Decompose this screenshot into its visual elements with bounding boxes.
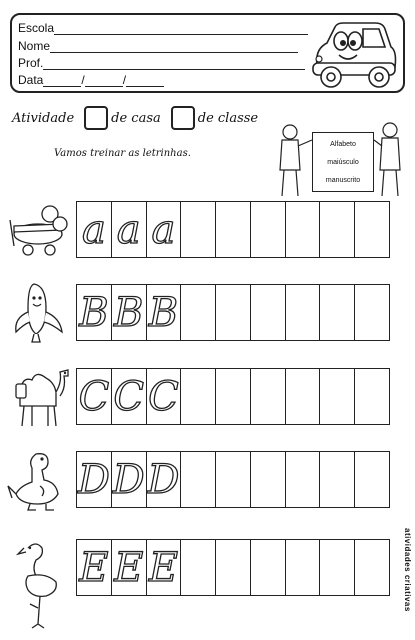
trace-letter: C — [148, 373, 179, 420]
trace-cell[interactable] — [147, 285, 182, 340]
write-cell[interactable] — [181, 285, 216, 340]
write-cell[interactable] — [320, 369, 355, 424]
write-cell[interactable] — [251, 452, 286, 507]
write-cell[interactable] — [181, 540, 216, 595]
write-cell[interactable] — [216, 202, 251, 257]
trace-cell[interactable] — [112, 202, 147, 257]
write-cell[interactable] — [320, 202, 355, 257]
car-icon — [307, 19, 399, 91]
write-cell[interactable] — [355, 202, 389, 257]
write-cell[interactable] — [216, 540, 251, 595]
write-cell[interactable] — [286, 202, 321, 257]
watermark — [399, 528, 413, 628]
dinosaur-icon — [6, 446, 70, 512]
trace-letter: D — [112, 456, 145, 503]
trace-cell[interactable] — [77, 369, 112, 424]
name-label: Nome — [18, 39, 51, 53]
instruction-text: Vamos treinar as letrinhas. — [54, 148, 191, 159]
row-c-grid — [76, 368, 390, 425]
trace-letter: a — [116, 206, 141, 253]
row-b-grid — [76, 284, 390, 341]
write-cell[interactable] — [286, 285, 321, 340]
row-d-grid — [76, 451, 390, 508]
trace-cell[interactable] — [77, 285, 112, 340]
trace-letter: E — [79, 544, 109, 591]
airplane-icon — [6, 196, 70, 262]
school-line[interactable] — [54, 23, 308, 35]
write-cell[interactable] — [286, 540, 321, 595]
camel-icon — [6, 362, 70, 428]
trace-cell[interactable] — [112, 369, 147, 424]
trace-letter: D — [77, 456, 110, 503]
write-cell[interactable] — [216, 452, 251, 507]
class-option-label: de classe — [197, 110, 259, 126]
teacher-label: Prof. — [18, 56, 44, 70]
write-cell[interactable] — [355, 540, 389, 595]
watermark-text: atividades criativas — [403, 528, 412, 612]
write-cell[interactable] — [286, 452, 321, 507]
write-cell[interactable] — [355, 369, 389, 424]
row-e-grid — [76, 539, 390, 596]
sign-line-3: manuscrito — [325, 176, 361, 184]
date-year-line[interactable] — [126, 75, 164, 87]
trace-letter: C — [78, 373, 110, 420]
write-cell[interactable] — [320, 452, 355, 507]
trace-cell[interactable] — [147, 369, 182, 424]
sign-line-1: Alfabeto — [330, 140, 356, 148]
write-cell[interactable] — [181, 452, 216, 507]
write-cell[interactable] — [251, 540, 286, 595]
trace-cell[interactable] — [147, 202, 182, 257]
write-cell[interactable] — [251, 369, 286, 424]
name-line[interactable] — [50, 41, 298, 53]
flamingo-icon — [6, 538, 70, 630]
trace-cell[interactable] — [112, 540, 147, 595]
write-cell[interactable] — [251, 202, 286, 257]
trace-letter: E — [148, 544, 179, 591]
trace-cell[interactable] — [112, 452, 147, 507]
write-cell[interactable] — [355, 452, 389, 507]
sign-line-2: maiúsculo — [327, 158, 359, 166]
trace-cell[interactable] — [77, 452, 112, 507]
trace-letter: a — [151, 206, 176, 253]
teacher-row — [18, 56, 305, 70]
trace-cell[interactable] — [112, 285, 147, 340]
date-label: Data — [18, 73, 44, 87]
date-day-line[interactable] — [43, 75, 81, 87]
school-row — [18, 21, 308, 35]
date-separator: / — [81, 73, 85, 87]
date-month-line[interactable] — [85, 75, 123, 87]
school-label: Escola — [18, 21, 55, 35]
alphabet-sign — [312, 132, 374, 192]
trace-cell[interactable] — [147, 452, 182, 507]
header-box — [10, 13, 405, 93]
date-row — [18, 73, 164, 87]
write-cell[interactable] — [216, 369, 251, 424]
activity-type — [12, 104, 258, 132]
write-cell[interactable] — [355, 285, 389, 340]
write-cell[interactable] — [320, 285, 355, 340]
trace-letter: D — [147, 456, 180, 503]
trace-letter: E — [114, 544, 144, 591]
date-separator: / — [122, 73, 127, 87]
banana-icon — [6, 278, 70, 344]
trace-letter: B — [148, 289, 179, 336]
trace-letter: B — [113, 289, 144, 336]
trace-letter: a — [81, 206, 106, 253]
home-checkbox[interactable] — [84, 106, 108, 130]
activity-label: Atividade — [12, 110, 75, 126]
name-row — [18, 39, 298, 53]
row-a-grid — [76, 201, 390, 258]
write-cell[interactable] — [181, 369, 216, 424]
trace-cell[interactable] — [147, 540, 182, 595]
trace-letter: C — [113, 373, 144, 420]
teacher-line[interactable] — [43, 58, 305, 70]
trace-cell[interactable] — [77, 540, 112, 595]
write-cell[interactable] — [181, 202, 216, 257]
trace-cell[interactable] — [77, 202, 112, 257]
write-cell[interactable] — [286, 369, 321, 424]
write-cell[interactable] — [320, 540, 355, 595]
class-checkbox[interactable] — [171, 106, 195, 130]
home-option-label: de casa — [111, 110, 161, 126]
write-cell[interactable] — [251, 285, 286, 340]
trace-letter: B — [79, 289, 109, 336]
write-cell[interactable] — [216, 285, 251, 340]
